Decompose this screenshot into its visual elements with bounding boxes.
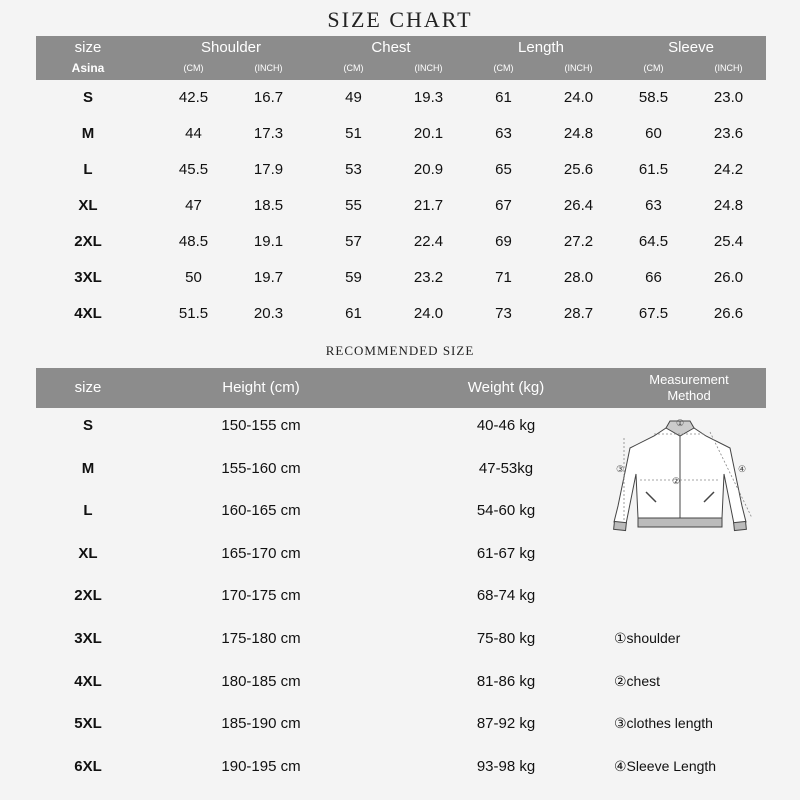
header-weight: Weight (kg) bbox=[467, 379, 545, 396]
table-cell: 26.0 bbox=[713, 269, 744, 286]
size-label: 2XL bbox=[74, 233, 102, 250]
table-cell: 28.0 bbox=[563, 269, 594, 286]
table-cell: 61.5 bbox=[638, 161, 669, 178]
table-cell: 50 bbox=[185, 269, 202, 286]
weight-cell: 47-53kg bbox=[478, 459, 534, 477]
table-cell: 27.2 bbox=[563, 233, 594, 250]
table-cell: 63 bbox=[495, 125, 512, 142]
size-label: XL bbox=[78, 197, 98, 214]
height-cell: 170-175 cm bbox=[221, 587, 301, 605]
legend-clothes-length: ③clothes length bbox=[614, 715, 713, 731]
table-row bbox=[36, 575, 766, 617]
height-cell: 160-165 cm bbox=[221, 502, 301, 520]
jacket-measurement-diagram bbox=[606, 418, 754, 536]
table-cell: 57 bbox=[345, 233, 362, 250]
weight-cell: 68-74 kg bbox=[476, 587, 536, 605]
size-chart-table bbox=[36, 80, 766, 332]
table-cell: 23.6 bbox=[713, 125, 744, 142]
table-cell: 42.5 bbox=[178, 89, 209, 106]
header-length: Length bbox=[518, 39, 564, 56]
weight-cell: 54-60 kg bbox=[476, 502, 536, 520]
weight-cell: 75-80 kg bbox=[476, 630, 536, 647]
table-row bbox=[36, 296, 766, 332]
table-cell: 26.4 bbox=[563, 197, 594, 214]
header-size: size bbox=[74, 379, 102, 396]
table-cell: 23.0 bbox=[713, 89, 744, 106]
table-cell: 67.5 bbox=[638, 305, 669, 322]
height-cell: 165-170 cm bbox=[221, 544, 301, 562]
header-shoulder-unit-cm: (CM) bbox=[183, 63, 204, 73]
table-cell: 20.3 bbox=[253, 305, 284, 322]
size-label: L bbox=[83, 161, 93, 178]
diagram-marker-3: ③ bbox=[615, 464, 625, 474]
table-cell: 24.0 bbox=[563, 89, 594, 106]
table-cell: 60 bbox=[645, 125, 662, 142]
height-cell: 155-160 cm bbox=[221, 459, 301, 477]
size-label: 4XL bbox=[74, 672, 102, 690]
table-cell: 19.3 bbox=[413, 89, 444, 106]
table-cell: 71 bbox=[495, 269, 512, 286]
table-cell: 69 bbox=[495, 233, 512, 250]
table-cell: 53 bbox=[345, 161, 362, 178]
height-cell: 180-185 cm bbox=[221, 672, 301, 690]
table-cell: 63 bbox=[645, 197, 662, 214]
diagram-marker-4: ④ bbox=[737, 464, 747, 474]
size-chart-title: SIZE CHART bbox=[327, 7, 473, 32]
size-label: S bbox=[82, 89, 93, 106]
table-cell: 16.7 bbox=[253, 89, 284, 106]
size-chart-header bbox=[36, 36, 766, 80]
header-length-unit-cm: (CM) bbox=[493, 63, 514, 73]
table-cell: 26.6 bbox=[713, 305, 744, 322]
header-chest-unit-inch: (INCH) bbox=[414, 63, 443, 73]
table-cell: 20.9 bbox=[413, 161, 444, 178]
table-cell: 48.5 bbox=[178, 233, 209, 250]
table-cell: 44 bbox=[185, 125, 202, 142]
size-label: L bbox=[83, 502, 93, 520]
jacket-cuff-left bbox=[614, 521, 627, 530]
jacket-cuff-right bbox=[734, 521, 747, 530]
table-cell: 24.0 bbox=[413, 305, 444, 322]
table-cell: 24.8 bbox=[713, 197, 744, 214]
header-method-line2: Method bbox=[667, 388, 711, 403]
table-cell: 51 bbox=[345, 125, 362, 142]
size-label: M bbox=[81, 125, 95, 142]
table-cell: 67 bbox=[495, 197, 512, 214]
table-row bbox=[36, 116, 766, 152]
table-cell: 51.5 bbox=[178, 305, 209, 322]
table-cell: 24.8 bbox=[563, 125, 594, 142]
table-cell: 18.5 bbox=[253, 197, 284, 214]
weight-cell: 93-98 kg bbox=[476, 757, 536, 775]
height-cell: 150-155 cm bbox=[221, 417, 301, 434]
table-cell: 61 bbox=[495, 89, 512, 106]
header-length-unit-inch: (INCH) bbox=[564, 63, 593, 73]
table-cell: 19.7 bbox=[253, 269, 284, 286]
header-shoulder: Shoulder bbox=[200, 39, 262, 56]
weight-cell: 61-67 kg bbox=[476, 544, 536, 562]
table-cell: 19.1 bbox=[253, 233, 284, 250]
header-method-line1: Measurement bbox=[649, 372, 729, 387]
header-sleeve: Sleeve bbox=[668, 39, 714, 56]
header-height: Height (cm) bbox=[222, 379, 300, 396]
table-cell: 21.7 bbox=[413, 197, 444, 214]
legend-sleeve-length: ④Sleeve Length bbox=[614, 758, 717, 774]
table-cell: 28.7 bbox=[563, 305, 594, 322]
table-cell: 25.4 bbox=[713, 233, 744, 250]
table-cell: 47 bbox=[185, 197, 202, 214]
table-row bbox=[36, 80, 766, 116]
table-row bbox=[36, 188, 766, 224]
table-row bbox=[36, 260, 766, 296]
table-cell: 49 bbox=[345, 89, 362, 106]
height-cell: 190-195 cm bbox=[221, 757, 301, 775]
diagram-marker-2: ② bbox=[671, 476, 681, 486]
recommended-size-title: RECOMMENDED SIZE bbox=[325, 343, 475, 358]
header-shoulder-unit-inch: (INCH) bbox=[254, 63, 283, 73]
table-cell: 17.3 bbox=[253, 125, 284, 142]
table-cell: 17.9 bbox=[253, 161, 284, 178]
recommended-header bbox=[36, 368, 766, 408]
header-sleeve-unit-cm: (CM) bbox=[643, 63, 664, 73]
table-cell: 66 bbox=[645, 269, 662, 286]
diagram-marker-1: ① bbox=[675, 418, 685, 428]
table-cell: 64.5 bbox=[638, 233, 669, 250]
header-chest: Chest bbox=[371, 39, 411, 56]
table-cell: 45.5 bbox=[178, 161, 209, 178]
table-cell: 59 bbox=[345, 269, 362, 286]
table-cell: 24.2 bbox=[713, 161, 744, 178]
header-measurement-method bbox=[612, 372, 766, 404]
header-asina: Asina bbox=[71, 61, 105, 75]
size-label: 3XL bbox=[74, 630, 102, 647]
size-label: 3XL bbox=[74, 269, 102, 286]
table-cell: 23.2 bbox=[413, 269, 444, 286]
header-sleeve-unit-inch: (INCH) bbox=[714, 63, 743, 73]
table-cell: 65 bbox=[495, 161, 512, 178]
size-label: M bbox=[81, 459, 95, 477]
table-row bbox=[36, 152, 766, 188]
weight-cell: 81-86 kg bbox=[476, 672, 536, 690]
height-cell: 175-180 cm bbox=[221, 630, 301, 647]
size-label: 4XL bbox=[74, 305, 102, 322]
table-row bbox=[36, 224, 766, 260]
table-cell: 20.1 bbox=[413, 125, 444, 142]
table-cell: 22.4 bbox=[413, 233, 444, 250]
height-cell: 185-190 cm bbox=[221, 715, 301, 733]
header-chest-unit-cm: (CM) bbox=[343, 63, 364, 73]
table-cell: 73 bbox=[495, 305, 512, 322]
size-label: 6XL bbox=[74, 757, 102, 775]
table-cell: 58.5 bbox=[638, 89, 669, 106]
size-label: XL bbox=[78, 544, 98, 562]
jacket-hem-band bbox=[638, 518, 722, 527]
weight-cell: 87-92 kg bbox=[476, 715, 536, 733]
size-label: 5XL bbox=[74, 715, 102, 733]
table-row bbox=[36, 533, 766, 575]
legend-chest: ②chest bbox=[614, 673, 661, 689]
size-label: S bbox=[82, 417, 93, 434]
size-label: 2XL bbox=[74, 587, 102, 605]
legend-shoulder: ①shoulder bbox=[614, 630, 681, 646]
table-cell: 61 bbox=[345, 305, 362, 322]
header-size: size bbox=[74, 39, 102, 56]
table-cell: 55 bbox=[345, 197, 362, 214]
weight-cell: 40-46 kg bbox=[476, 417, 536, 434]
table-cell: 25.6 bbox=[563, 161, 594, 178]
